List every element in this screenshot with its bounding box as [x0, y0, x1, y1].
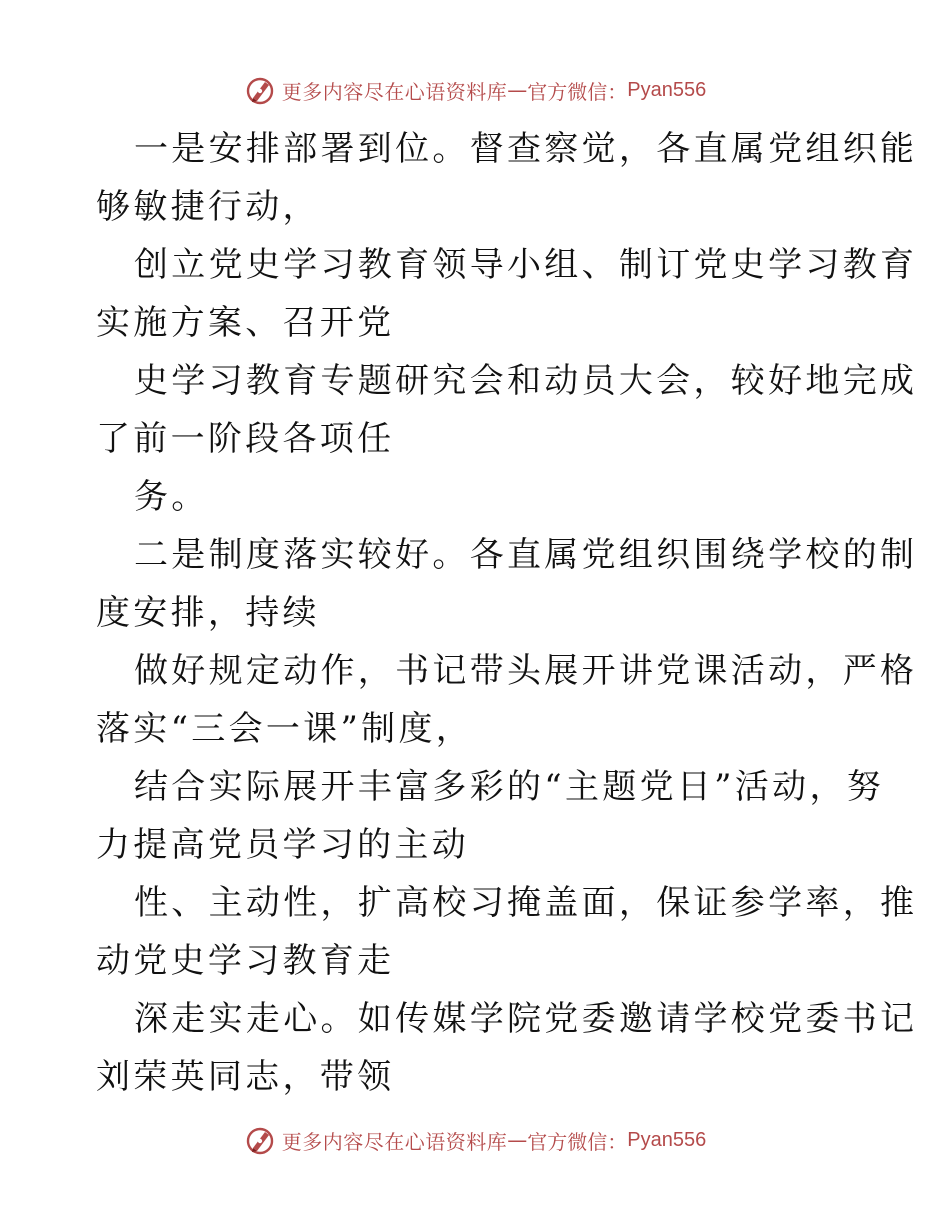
- text-line: 史学习教育专题研究会和动员大会，较好地完成: [134, 361, 918, 401]
- footer-banner: [0, 1122, 950, 1158]
- text-line: 务。: [134, 477, 209, 517]
- header-banner: [0, 72, 950, 108]
- text-line: 力提高党员学习的主动: [96, 825, 469, 865]
- text-line: 落实“三会一课”制度，: [96, 709, 474, 749]
- text-line: 度安排，持续: [96, 593, 320, 633]
- text-line: 性、主动性，扩高校习掩盖面，保证参学率，推: [134, 883, 918, 923]
- text-line: 实施方案、召开党: [96, 303, 395, 343]
- document-body: [96, 120, 918, 1106]
- text-line: 够敏捷行动，: [96, 187, 320, 227]
- banner-text: 更多内容尽在心语资料库: [281, 1129, 508, 1154]
- pen-circle-logo-icon: [244, 1124, 276, 1156]
- banner-wechat-label: 官方微信：: [527, 79, 628, 104]
- banner-separator: —: [507, 1128, 528, 1152]
- banner-separator: —: [507, 78, 528, 102]
- text-line: 做好规定动作，书记带头展开讲党课活动，严格: [134, 651, 918, 691]
- text-line: 二是制度落实较好。各直属党组织围绕学校的制: [134, 535, 918, 575]
- banner-text: 更多内容尽在心语资料库: [281, 79, 508, 104]
- text-line: 了前一阶段各项任: [96, 419, 395, 459]
- text-line: 刘荣英同志，带领: [96, 1057, 395, 1097]
- text-line: 深走实走心。如传媒学院党委邀请学校党委书记: [134, 999, 918, 1039]
- text-line: 结合实际展开丰富多彩的“主题党日”活动，努: [134, 767, 885, 807]
- text-line: 一是安排部署到位。督查察觉，各直属党组织能: [134, 129, 918, 169]
- banner-wechat-label: 官方微信：: [527, 1129, 628, 1154]
- text-line: 创立党史学习教育领导小组、制订党史学习教育: [134, 245, 918, 285]
- pen-circle-logo-icon: [244, 74, 276, 106]
- banner-wechat-id: Pyan556: [627, 1128, 707, 1151]
- text-line: 动党史学习教育走: [96, 941, 395, 981]
- banner-wechat-id: Pyan556: [627, 78, 707, 101]
